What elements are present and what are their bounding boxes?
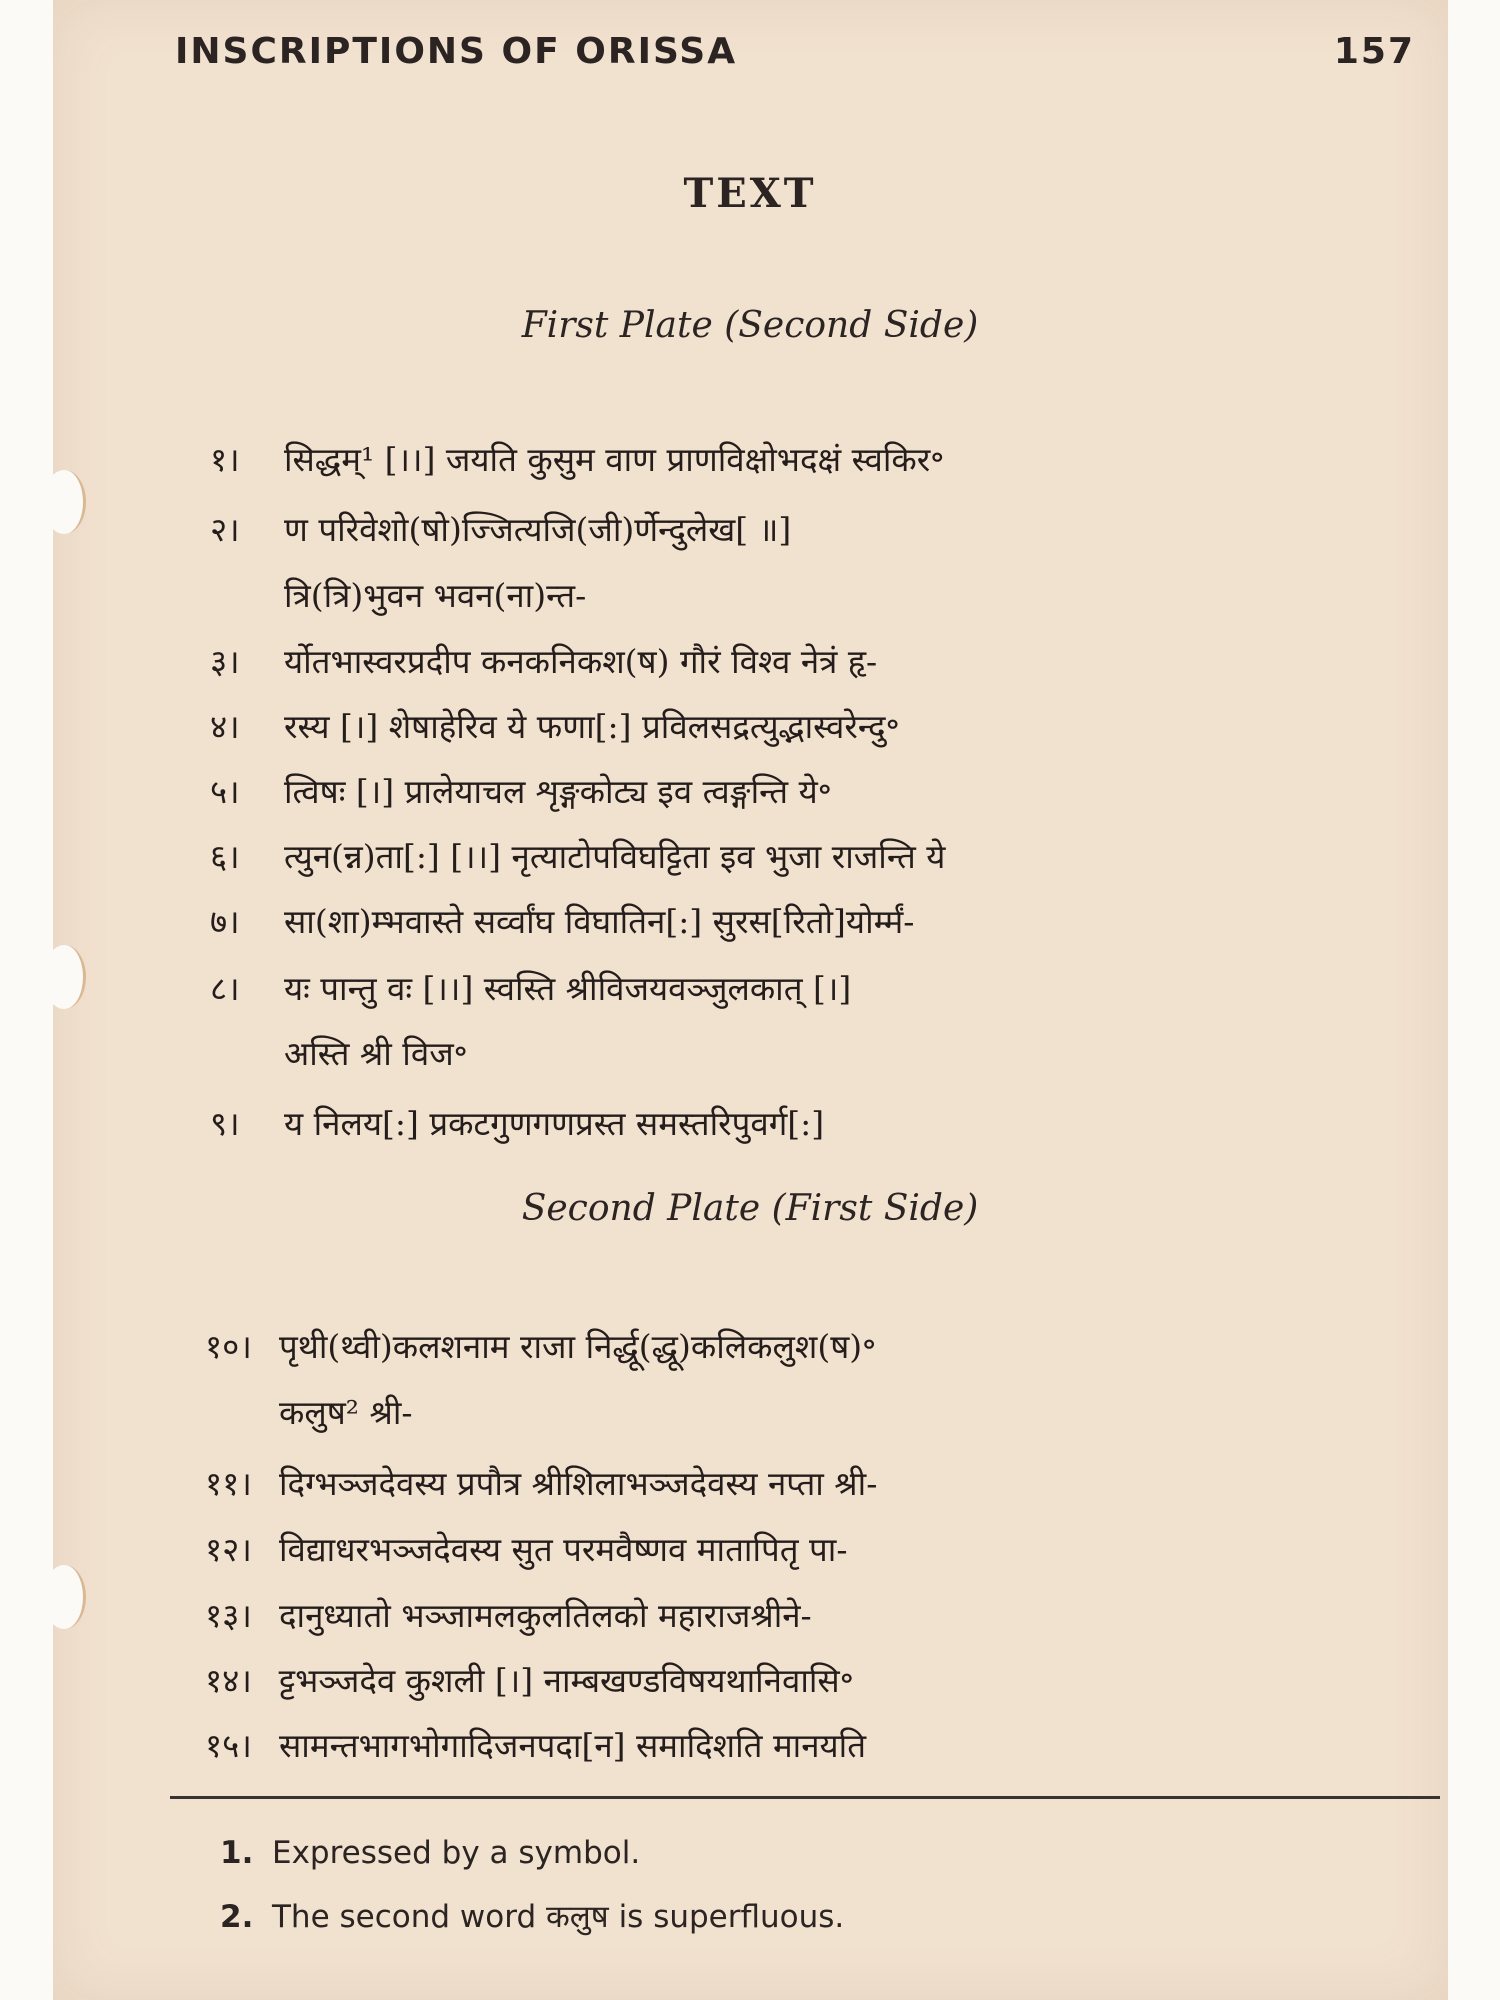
running-head-title: INSCRIPTIONS OF ORISSA [175, 30, 738, 72]
line-text: विद्याधरभञ्जदेवस्य सुत परमवैष्णव मातापितृ पा- [279, 1530, 848, 1569]
inscription-line [210, 965, 1380, 1010]
binding-hole [43, 470, 86, 534]
inscription-line [205, 1722, 1380, 1767]
line-text: सा(शा)म्भवास्ते सर्व्वांघ विघातिन[:] सुरस[रितो]योर्म्मं- [284, 902, 915, 941]
line-text: र्योतभास्वरप्रदीप कनकनिकश(ष) गौरं विश्व नेत्रं हृ- [284, 642, 878, 681]
inscription-line [210, 506, 1380, 551]
line-number: ४। [210, 707, 240, 746]
line-text: दानुध्यातो भञ्जामलकुलतिलको महाराजश्रीने- [279, 1596, 812, 1635]
footnote [220, 1895, 844, 1937]
line-text: पृथी(थ्वी)कलशनाम राजा निर्द्धू(द्धू)कलिकलुश(ष)॰ [279, 1327, 877, 1366]
line-number: ११। [205, 1464, 252, 1503]
running-head [175, 26, 1415, 76]
inscription-line [205, 1323, 1380, 1368]
line-text: त्विषः [।] प्रालेयाचल शृङ्गकोट्य इव त्वङ्गन्ति ये॰ [284, 772, 832, 811]
binding-hole [43, 1565, 86, 1629]
line-text: त्रि(त्रि)भुवन भवन(ना)न्त- [284, 576, 587, 615]
footnote-text: Expressed by a symbol. [272, 1835, 641, 1871]
footnote-text: The second word कलुष is superfluous. [272, 1899, 845, 1935]
inscription-line [205, 1460, 1380, 1505]
inscription-line [210, 1030, 1380, 1075]
line-number: ६। [210, 837, 240, 876]
line-text: यः पान्तु वः [।।] स्वस्ति श्रीविजयवञ्जुलकात् [।] [284, 969, 852, 1008]
line-text: ण परिवेशो(षो)ज्जित्यजि(जी)र्णेन्दुलेख[ ॥] [284, 510, 792, 549]
second-plate-heading: Second Plate (First Side) [521, 1188, 979, 1229]
line-text: सामन्तभागभोगादिजनपदा[न] समादिशति मानयति [279, 1726, 867, 1765]
line-text: त्युन(न्न)ता[:] [।।] नृत्याटोपविघट्टिता इव भुजा राजन्ति ये [284, 837, 946, 876]
inscription-line [205, 1526, 1380, 1571]
line-text: य निलय[:] प्रकटगुणगणप्रस्त समस्तरिपुवर्ग[:] [284, 1104, 825, 1143]
line-text: कलुष² श्री- [279, 1393, 413, 1432]
line-number: १५। [205, 1726, 252, 1765]
line-number: १३। [205, 1596, 252, 1635]
line-number: १४। [205, 1661, 252, 1700]
inscription-line [210, 638, 1380, 683]
binding-hole [43, 945, 86, 1009]
line-text: रस्य [।] शेषाहेरिव ये फणा[:] प्रविलसद्रत्युद्भास्वरेन्दु॰ [284, 707, 900, 746]
section-title: TEXT [683, 170, 817, 217]
first-plate-heading: First Plate (Second Side) [521, 305, 979, 346]
line-text: अस्ति श्री विज॰ [284, 1034, 468, 1073]
inscription-line [210, 1100, 1380, 1145]
line-number: १०। [205, 1327, 252, 1366]
line-number: ८। [210, 969, 240, 1008]
line-text: दिग्भञ्जदेवस्य प्रपौत्र श्रीशिलाभञ्जदेवस्य नप्ता श्री- [279, 1464, 878, 1503]
footnote [220, 1835, 640, 1871]
inscription-line [210, 768, 1380, 813]
inscription-line [210, 572, 1380, 617]
page-number: 157 [1333, 30, 1415, 72]
line-number: ५। [210, 772, 240, 811]
inscription-line [210, 703, 1380, 748]
line-number: ३। [210, 642, 240, 681]
inscription-line [210, 898, 1380, 943]
line-number: ७। [210, 902, 240, 941]
inscription-line [210, 436, 1380, 481]
line-number: ९। [210, 1104, 240, 1143]
inscription-line [210, 833, 1380, 878]
footnote-rule [170, 1796, 1440, 1799]
line-number: १२। [205, 1530, 252, 1569]
inscription-line [205, 1592, 1380, 1637]
inscription-line [205, 1389, 1380, 1434]
line-text: सिद्धम्¹ [।।] जयति कुसुम वाण प्राणविक्षोभदक्षं स्वकिर॰ [284, 440, 945, 479]
footnote-number: 1. [220, 1835, 254, 1871]
line-number: २। [210, 510, 240, 549]
inscription-line [205, 1657, 1380, 1702]
line-number: १। [210, 440, 240, 479]
line-text: ट्टभञ्जदेव कुशली [।] नाम्बखण्डविषयथानिवासि॰ [279, 1661, 854, 1700]
footnote-number: 2. [220, 1899, 254, 1935]
